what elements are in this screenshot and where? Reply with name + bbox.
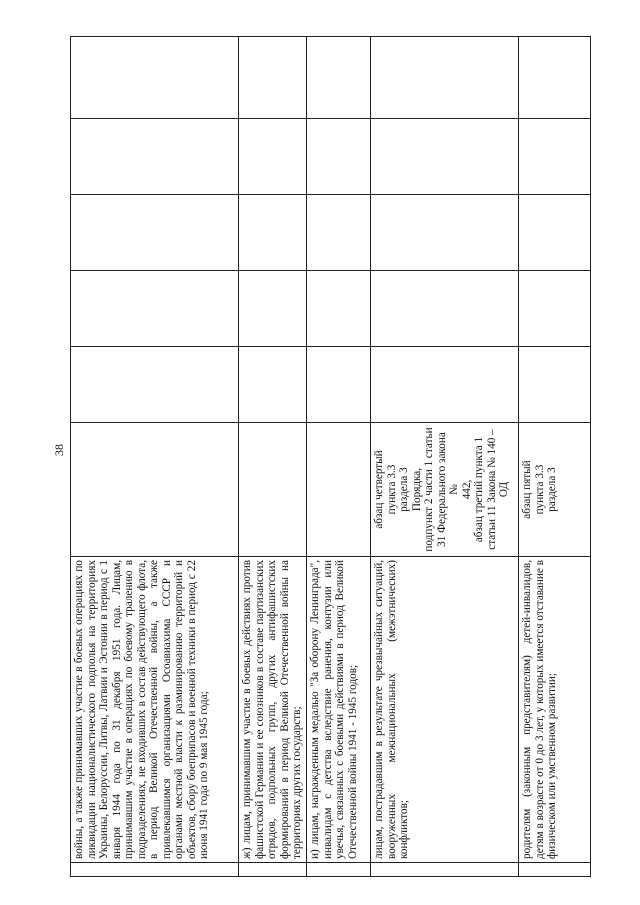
- legal-basis-line: пункта 3.3: [533, 464, 546, 515]
- table-cell: [371, 37, 519, 119]
- row-number-cell: [307, 863, 371, 877]
- table-cell: [71, 195, 239, 271]
- table-cell: [239, 347, 307, 423]
- table-cell: [239, 37, 307, 119]
- legal-basis-line: подпункт 2 части 1 статьи: [423, 427, 436, 552]
- recipient-category-cell: войны, а также принимавших участие в боевых операциях по ликвидации националистического подполья на территориях Украины, Белоруссии, Литвы, Латвии и Эстонии в период с 1 января 1944 года по 31 декабря 1951 года. Лицам, принимавшим участие в операциях по боевому тралению в подразделениях, не входивших в состав действующего флота, в период Великой Отечественной войны, а также привлекавшимся организациями Осоавиахима СССР и органами местной власти к разминированию территорий и объектов, сбору боеприпасов и военной техники в период с 22 июня 1941 года по 9 мая 1945 года;: [71, 557, 239, 863]
- table-cell: [71, 119, 239, 195]
- legal-basis-line: пункта 3.3: [385, 464, 398, 515]
- table-row: [71, 37, 239, 877]
- legal-basis-line: абзац четвертый: [373, 450, 385, 529]
- row-number-cell: [239, 863, 307, 877]
- legal-basis-line: статьи 11 Закона № 140 –: [485, 429, 498, 550]
- legal-basis-cell: [71, 423, 239, 557]
- row-number-cell: [71, 863, 239, 877]
- table-cell: [371, 347, 519, 423]
- legal-basis-line: раздела 3: [398, 467, 411, 512]
- services-table: [70, 36, 591, 877]
- table-cell: [519, 271, 591, 347]
- table-cell: [71, 347, 239, 423]
- table-row: [307, 37, 371, 877]
- legal-basis-line: 31 Федерального закона №: [435, 432, 461, 547]
- legal-basis-line: абзац третий пункта 1: [473, 436, 486, 543]
- recipient-category-cell: родителям (законным представителям) детей-инвалидов, детям в возрасте от 0 до 3 лет, у которых имеется отставание в физическом или умственном развитии;: [519, 557, 591, 863]
- legal-basis-cell: [519, 423, 591, 557]
- table-cell: [239, 119, 307, 195]
- table-row: [239, 37, 307, 877]
- table-cell: [239, 195, 307, 271]
- table-cell: [519, 195, 591, 271]
- legal-basis-cell: [239, 423, 307, 557]
- table-cell: [71, 37, 239, 119]
- table-cell: [307, 37, 371, 119]
- table-cell: [371, 271, 519, 347]
- table-cell: [307, 195, 371, 271]
- table-cell: [519, 347, 591, 423]
- legal-basis-cell: [307, 423, 371, 557]
- legal-basis-line: 442,: [460, 479, 473, 500]
- legal-basis-line: абзац пятый: [521, 460, 533, 519]
- table-row: [371, 37, 519, 877]
- legal-basis-line: Порядка,: [410, 467, 423, 512]
- row-number-cell: [371, 863, 519, 877]
- legal-basis-cell: [371, 423, 519, 557]
- recipient-category-cell: ж) лицам, принимавшим участие в боевых действиях против фашистской Германии и ее союзников в составе партизанских отрядов, подпольных групп, других антифашистских формирований в период Великой Отечественной войны на территориях других государств;: [239, 557, 307, 863]
- legal-basis-line: ОД: [498, 481, 511, 498]
- table-cell: [307, 119, 371, 195]
- table-cell: [519, 119, 591, 195]
- table-row: [519, 37, 591, 877]
- recipient-category-cell: лицам, пострадавшим в результате чрезвычайных ситуаций, вооруженных межнациональных (межэтнических) конфликтов;: [371, 557, 519, 863]
- legal-basis-line: раздела 3: [546, 467, 559, 512]
- table-cell: [371, 119, 519, 195]
- row-number-cell: [519, 863, 591, 877]
- page-number: 38: [52, 444, 66, 456]
- table-cell: [307, 271, 371, 347]
- table-cell: [519, 37, 591, 119]
- table-cell: [307, 347, 371, 423]
- recipient-category-cell: и) лицам, награжденным медалью "За оборону Ленинграда", инвалидам с детства вследствие ранения, контузии или увечья, связанных с боевыми действиями в период Великой Отечественной войны 1941 - 1945 годов;: [307, 557, 371, 863]
- table-cell: [239, 271, 307, 347]
- table-cell: [371, 195, 519, 271]
- table-cell: [71, 271, 239, 347]
